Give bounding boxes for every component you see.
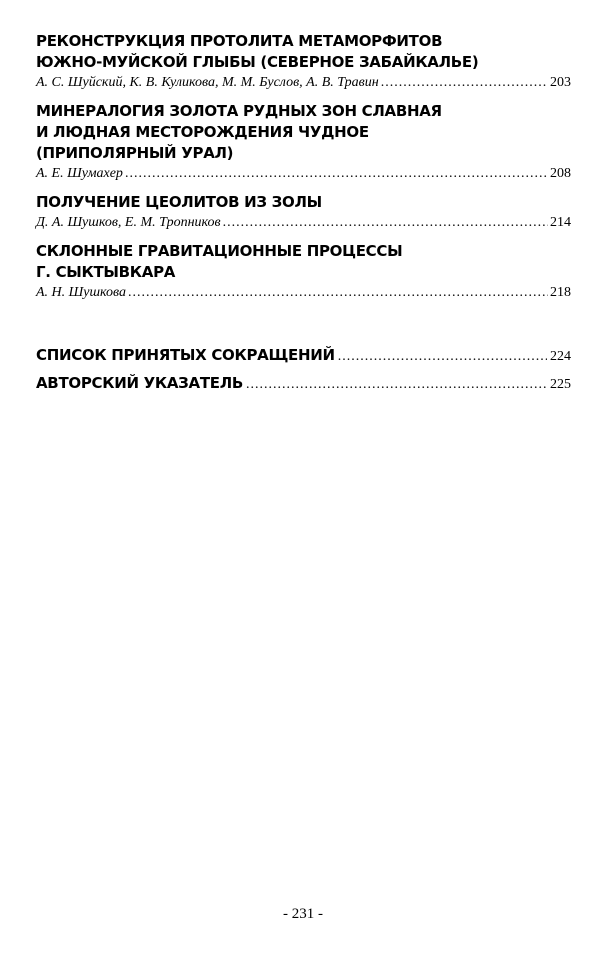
toc-entry bbox=[36, 101, 571, 183]
dot-leader bbox=[381, 73, 548, 92]
entry-authors: Д. А. Шушков, Е. М. Тропников bbox=[36, 215, 221, 230]
toc-entry bbox=[36, 241, 571, 302]
section-title: СПИСОК ПРИНЯТЫХ СОКРАЩЕНИЙ bbox=[36, 346, 335, 364]
section-spacer bbox=[36, 311, 571, 345]
entry-title-line: (ПРИПОЛЯРНЫЙ УРАЛ) bbox=[36, 144, 234, 162]
dot-leader bbox=[338, 349, 547, 365]
entry-title-line: МИНЕРАЛОГИЯ ЗОЛОТА РУДНЫХ ЗОН СЛАВНАЯ bbox=[36, 102, 442, 120]
section-page-number: 225 bbox=[550, 377, 571, 392]
entry-page-number: 203 bbox=[550, 75, 571, 90]
toc-section bbox=[36, 373, 571, 394]
entry-title-line: И ЛЮДНАЯ МЕСТОРОЖДЕНИЯ ЧУДНОЕ bbox=[36, 123, 369, 141]
toc-entry bbox=[36, 31, 571, 92]
entry-page-number: 208 bbox=[550, 166, 571, 181]
entry-authors: А. Е. Шумахер bbox=[36, 166, 123, 181]
section-title: АВТОРСКИЙ УКАЗАТЕЛЬ bbox=[36, 374, 243, 392]
dot-leader bbox=[223, 213, 548, 232]
page-number: - 231 - bbox=[283, 906, 323, 922]
dot-leader bbox=[246, 377, 547, 393]
entry-title-line: ЮЖНО-МУЙСКОЙ ГЛЫБЫ (СЕВЕРНОЕ ЗАБАЙКАЛЬЕ) bbox=[36, 53, 479, 71]
entry-title-line: РЕКОНСТРУКЦИЯ ПРОТОЛИТА МЕТАМОРФИТОВ bbox=[36, 32, 443, 50]
table-of-contents bbox=[36, 31, 571, 401]
entry-title-line: ПОЛУЧЕНИЕ ЦЕОЛИТОВ ИЗ ЗОЛЫ bbox=[36, 193, 322, 211]
dot-leader bbox=[128, 283, 548, 302]
entry-authors: А. Н. Шушкова bbox=[36, 285, 127, 300]
toc-entry bbox=[36, 192, 571, 232]
section-page-number: 224 bbox=[550, 349, 571, 364]
entry-title-line: Г. СЫКТЫВКАРА bbox=[36, 263, 176, 281]
toc-section bbox=[36, 345, 571, 366]
entry-leader-row bbox=[36, 164, 571, 183]
dot-leader bbox=[125, 164, 548, 183]
entry-leader-row bbox=[36, 73, 571, 92]
entry-title-line: СКЛОННЫЕ ГРАВИТАЦИОННЫЕ ПРОЦЕССЫ bbox=[36, 242, 403, 260]
entry-leader-row bbox=[36, 283, 571, 302]
entry-authors: А. С. Шуйский, К. В. Куликова, М. М. Буслов, А. В. Травин bbox=[36, 75, 379, 90]
entry-leader-row bbox=[36, 213, 571, 232]
entry-page-number: 214 bbox=[550, 215, 571, 230]
entry-page-number: 218 bbox=[550, 285, 571, 300]
